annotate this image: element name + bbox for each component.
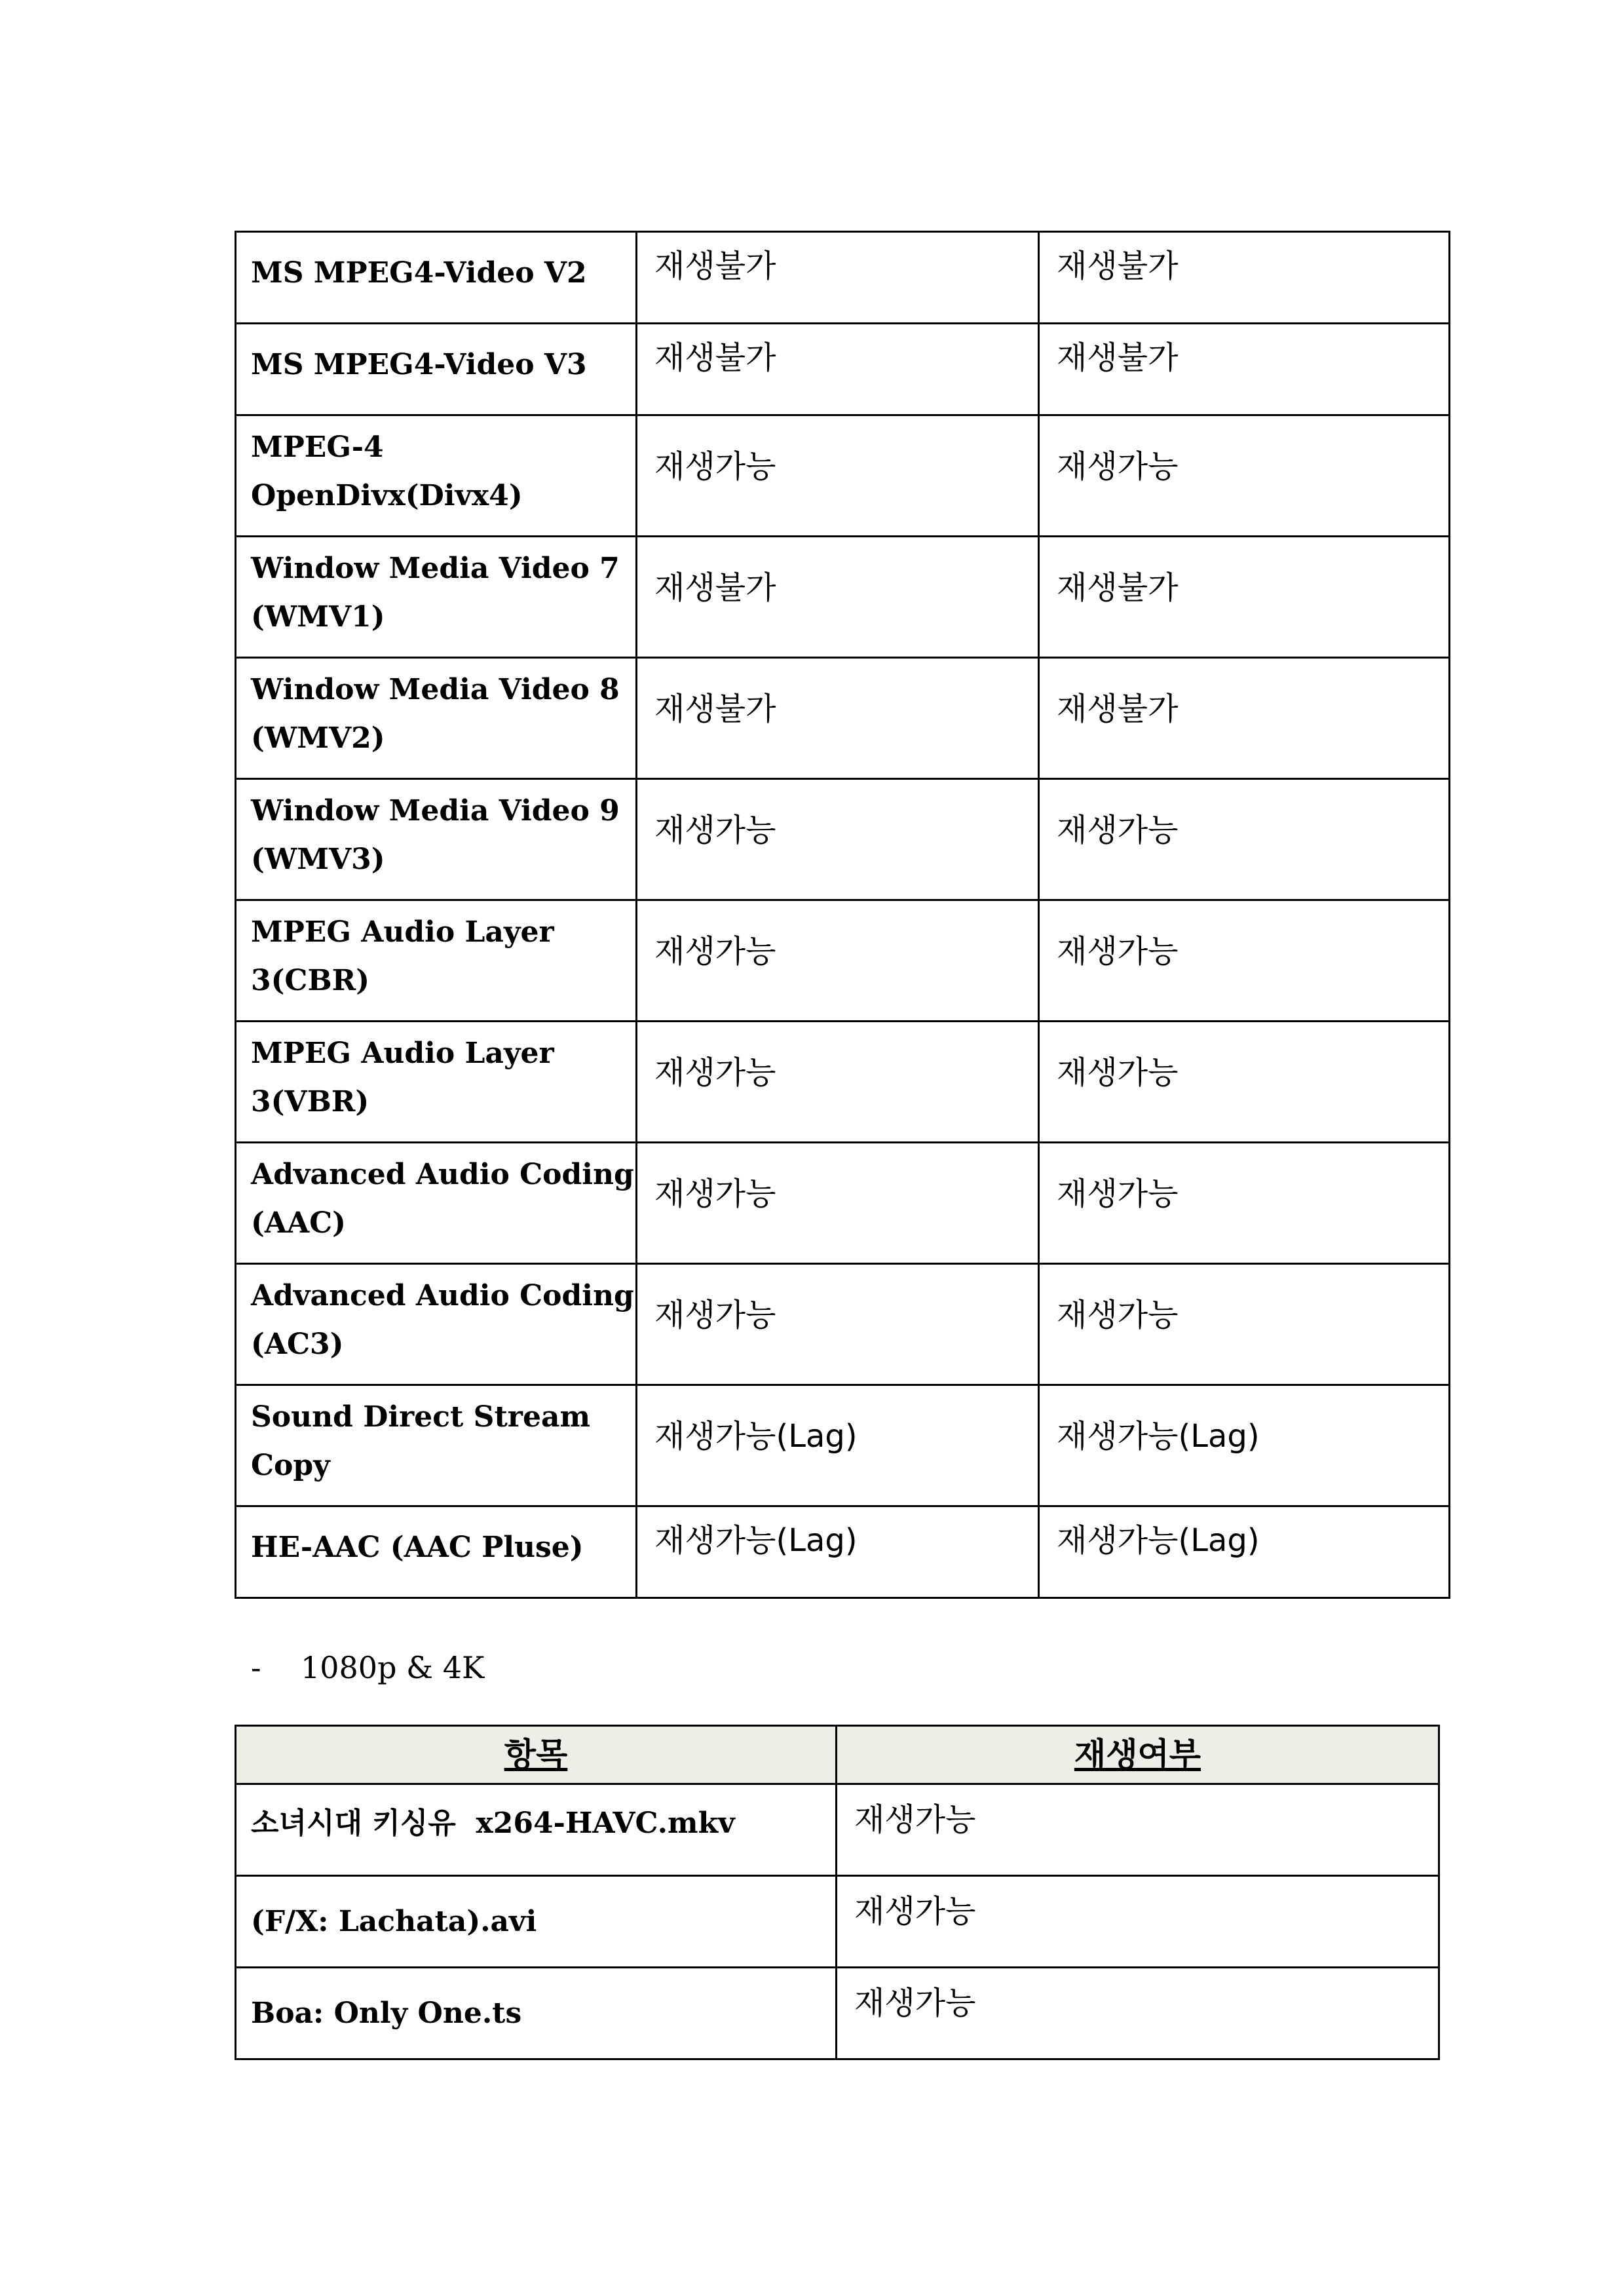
- table-row: [236, 1506, 1450, 1598]
- table-row: [236, 1968, 1439, 2059]
- file-name-cell: Boa: Only One.ts: [236, 1968, 837, 2059]
- playback-status-cell: 재생불가: [637, 232, 1039, 324]
- table-row: [236, 900, 1450, 1022]
- playback-status-cell: 재생가능: [1039, 1143, 1450, 1264]
- codec-name-cell: Window Media Video 8 (WMV2): [236, 658, 637, 779]
- playback-status-cell: 재생가능: [637, 779, 1039, 900]
- playback-status-cell: 재생가능: [1039, 1022, 1450, 1143]
- codec-name-cell: Sound Direct Stream Copy: [236, 1385, 637, 1506]
- section-bullet: [251, 1645, 484, 1691]
- table-row: [236, 1784, 1439, 1876]
- file-name-cell: 소녀시대 키싱유 x264-HAVC.mkv: [236, 1784, 837, 1876]
- playback-status-cell: 재생불가: [1039, 324, 1450, 415]
- column-header-item: 항목: [236, 1726, 837, 1784]
- codec-name-cell: MPEG-4 OpenDivx(Divx4): [236, 415, 637, 537]
- bullet-dash: -: [251, 1650, 261, 1685]
- playback-status-cell: 재생불가: [1039, 232, 1450, 324]
- codec-name-cell: MPEG Audio Layer 3(VBR): [236, 1022, 637, 1143]
- playback-status-cell: 재생가능: [837, 1876, 1439, 1968]
- file-name-cell: (F/X: Lachata).avi: [236, 1876, 837, 1968]
- file-playback-table: [235, 1725, 1440, 2060]
- playback-status-cell: 재생가능(Lag): [637, 1506, 1039, 1598]
- codec-name-cell: Advanced Audio Coding (AAC): [236, 1143, 637, 1264]
- playback-status-cell: 재생가능: [637, 1022, 1039, 1143]
- playback-status-cell: 재생가능: [637, 900, 1039, 1022]
- table-row: [236, 415, 1450, 537]
- playback-status-cell: 재생불가: [637, 537, 1039, 658]
- table-row: [236, 658, 1450, 779]
- codec-name-cell: Window Media Video 7 (WMV1): [236, 537, 637, 658]
- playback-status-cell: 재생가능(Lag): [1039, 1385, 1450, 1506]
- playback-status-cell: 재생가능(Lag): [637, 1385, 1039, 1506]
- playback-status-cell: 재생가능: [837, 1968, 1439, 2059]
- playback-status-cell: 재생불가: [1039, 658, 1450, 779]
- table-row: [236, 324, 1450, 415]
- codec-name-cell: HE-AAC (AAC Pluse): [236, 1506, 637, 1598]
- playback-status-cell: 재생불가: [637, 324, 1039, 415]
- playback-status-cell: 재생가능: [637, 415, 1039, 537]
- playback-status-cell: 재생불가: [637, 658, 1039, 779]
- table-row: [236, 1143, 1450, 1264]
- codec-name-cell: MPEG Audio Layer 3(CBR): [236, 900, 637, 1022]
- table-row: [236, 1022, 1450, 1143]
- playback-status-cell: 재생가능: [637, 1264, 1039, 1385]
- playback-status-cell: 재생가능: [1039, 779, 1450, 900]
- column-header-playback: 재생여부: [837, 1726, 1439, 1784]
- codec-name-cell: MS MPEG4-Video V2: [236, 232, 637, 324]
- table-row: [236, 1264, 1450, 1385]
- codec-name-cell: MS MPEG4-Video V3: [236, 324, 637, 415]
- playback-status-cell: 재생불가: [1039, 537, 1450, 658]
- playback-status-cell: 재생가능: [637, 1143, 1039, 1264]
- section-label: 1080p & 4K: [301, 1650, 485, 1685]
- table-row: [236, 537, 1450, 658]
- table-row: [236, 1385, 1450, 1506]
- table-row: [236, 779, 1450, 900]
- playback-status-cell: 재생가능: [1039, 415, 1450, 537]
- codec-name-cell: Window Media Video 9 (WMV3): [236, 779, 637, 900]
- playback-status-cell: 재생가능: [837, 1784, 1439, 1876]
- codec-playback-table: [235, 231, 1450, 1599]
- playback-status-cell: 재생가능: [1039, 1264, 1450, 1385]
- table-row: [236, 1876, 1439, 1968]
- table-row: [236, 232, 1450, 324]
- playback-status-cell: 재생가능: [1039, 900, 1450, 1022]
- codec-name-cell: Advanced Audio Coding (AC3): [236, 1264, 637, 1385]
- playback-status-cell: 재생가능(Lag): [1039, 1506, 1450, 1598]
- table-header-row: [236, 1726, 1439, 1784]
